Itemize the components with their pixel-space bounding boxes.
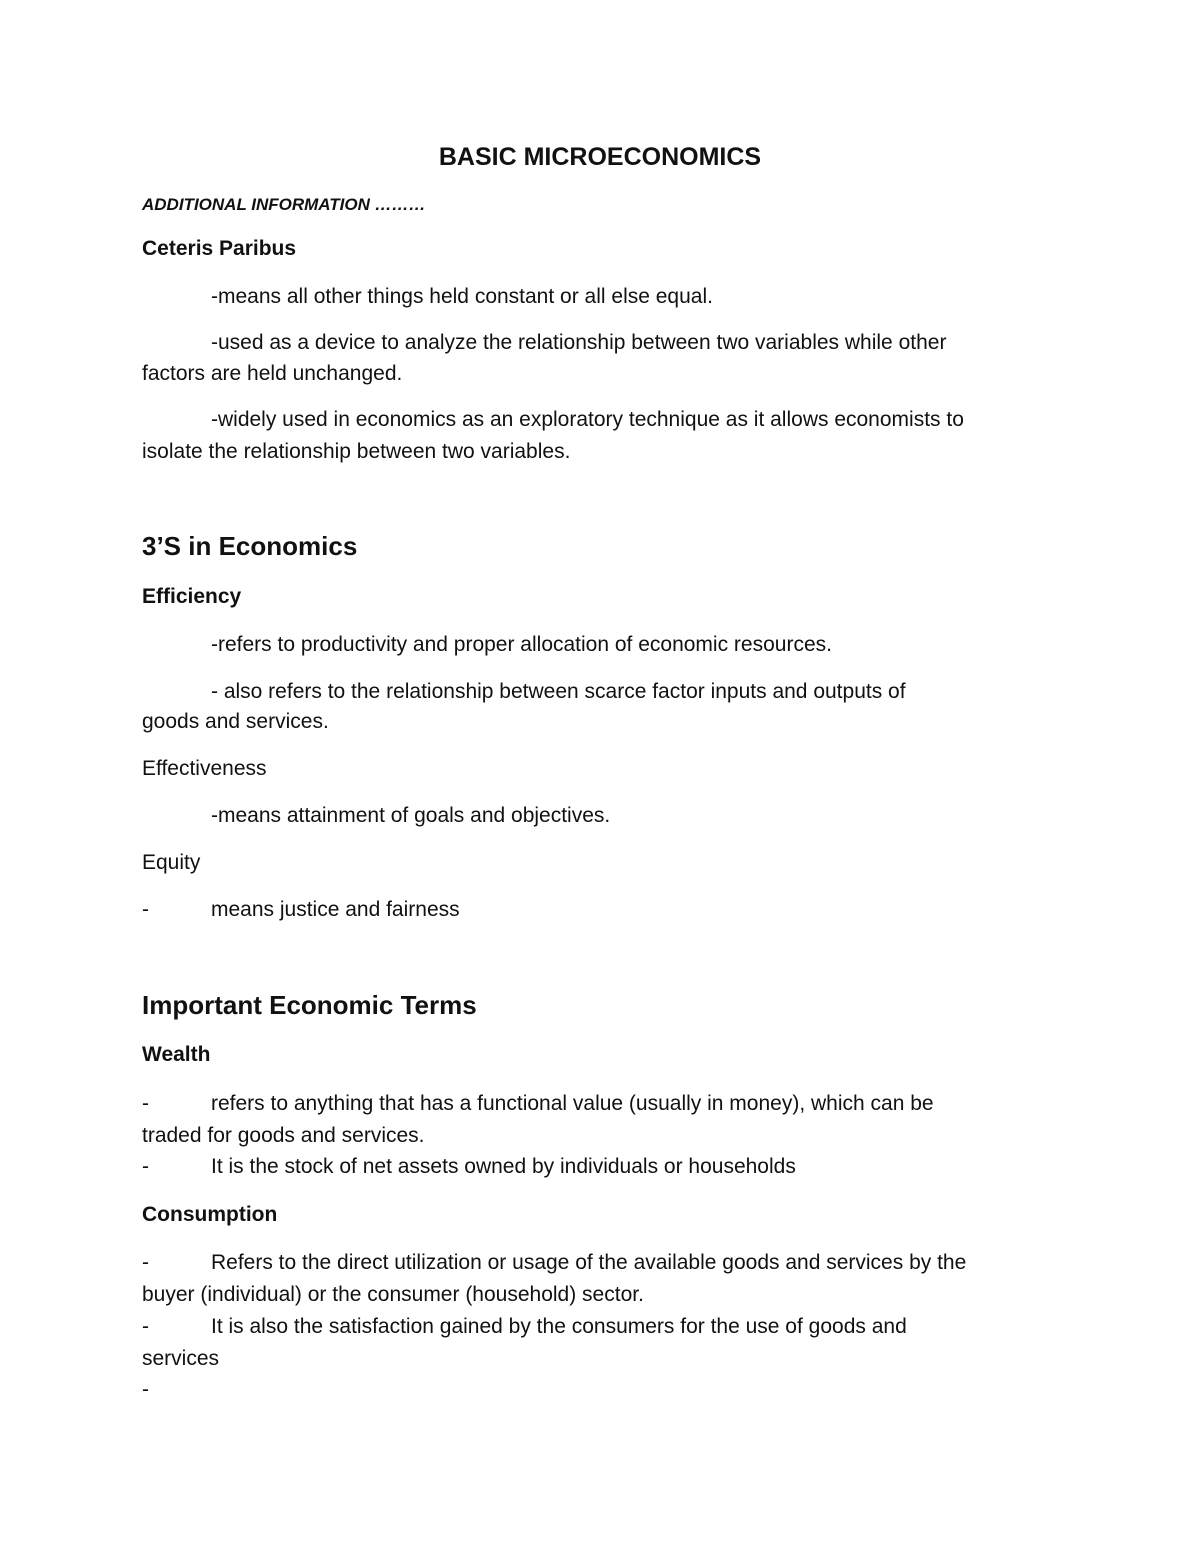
consumption-point-1-line-1: Refers to the direct utilization or usage of the available goods and services by the [211,1251,967,1274]
consumption-point-2-line-1: It is also the satisfaction gained by the consumers for the use of goods and [211,1315,907,1338]
document-title: BASIC MICROECONOMICS [438,143,762,171]
ceteris-paribus-point-2-line-1: -used as a device to analyze the relationship between two variables while other [211,331,947,354]
additional-information-label: ADDITIONAL INFORMATION ……… [142,195,426,214]
efficiency-point-1: -refers to productivity and proper allocation of economic resources. [211,633,832,656]
wealth-heading: Wealth [142,1043,211,1066]
ceteris-paribus-heading: Ceteris Paribus [142,237,297,260]
consumption-bullet-dash-3: - [142,1378,149,1401]
effectiveness-point-1: -means attainment of goals and objectives. [211,804,611,827]
efficiency-point-2-line-1: - also refers to the relationship between scarce factor inputs and outputs of [211,680,906,703]
three-s-heading: 3’S in Economics [142,531,358,561]
efficiency-point-2-line-2: goods and services. [142,710,329,733]
equity-heading: Equity [142,851,201,874]
consumption-bullet-dash-1: - [142,1251,149,1274]
effectiveness-heading: Effectiveness [142,757,267,780]
wealth-point-1-line-1: refers to anything that has a functional value (usually in money), which can be [211,1092,934,1115]
equity-bullet-dash: - [142,898,149,921]
wealth-bullet-dash-2: - [142,1155,149,1178]
ceteris-paribus-point-2-line-2: factors are held unchanged. [142,362,403,385]
ceteris-paribus-point-3-line-1: -widely used in economics as an exploratory technique as it allows economists to [211,408,964,431]
consumption-bullet-dash-2: - [142,1315,149,1338]
efficiency-heading: Efficiency [142,585,242,608]
ceteris-paribus-point-3-line-2: isolate the relationship between two variables. [142,440,571,463]
consumption-point-2-line-2: services [142,1347,220,1370]
economic-terms-heading: Important Economic Terms [142,990,477,1020]
consumption-point-1-line-2: buyer (individual) or the consumer (household) sector. [142,1283,644,1306]
wealth-bullet-dash-1: - [142,1092,149,1115]
equity-point-1: means justice and fairness [211,898,460,921]
wealth-point-2: It is the stock of net assets owned by individuals or households [211,1155,796,1178]
ceteris-paribus-point-1: -means all other things held constant or all else equal. [211,285,713,308]
consumption-heading: Consumption [142,1203,278,1226]
wealth-point-1-line-2: traded for goods and services. [142,1124,425,1147]
